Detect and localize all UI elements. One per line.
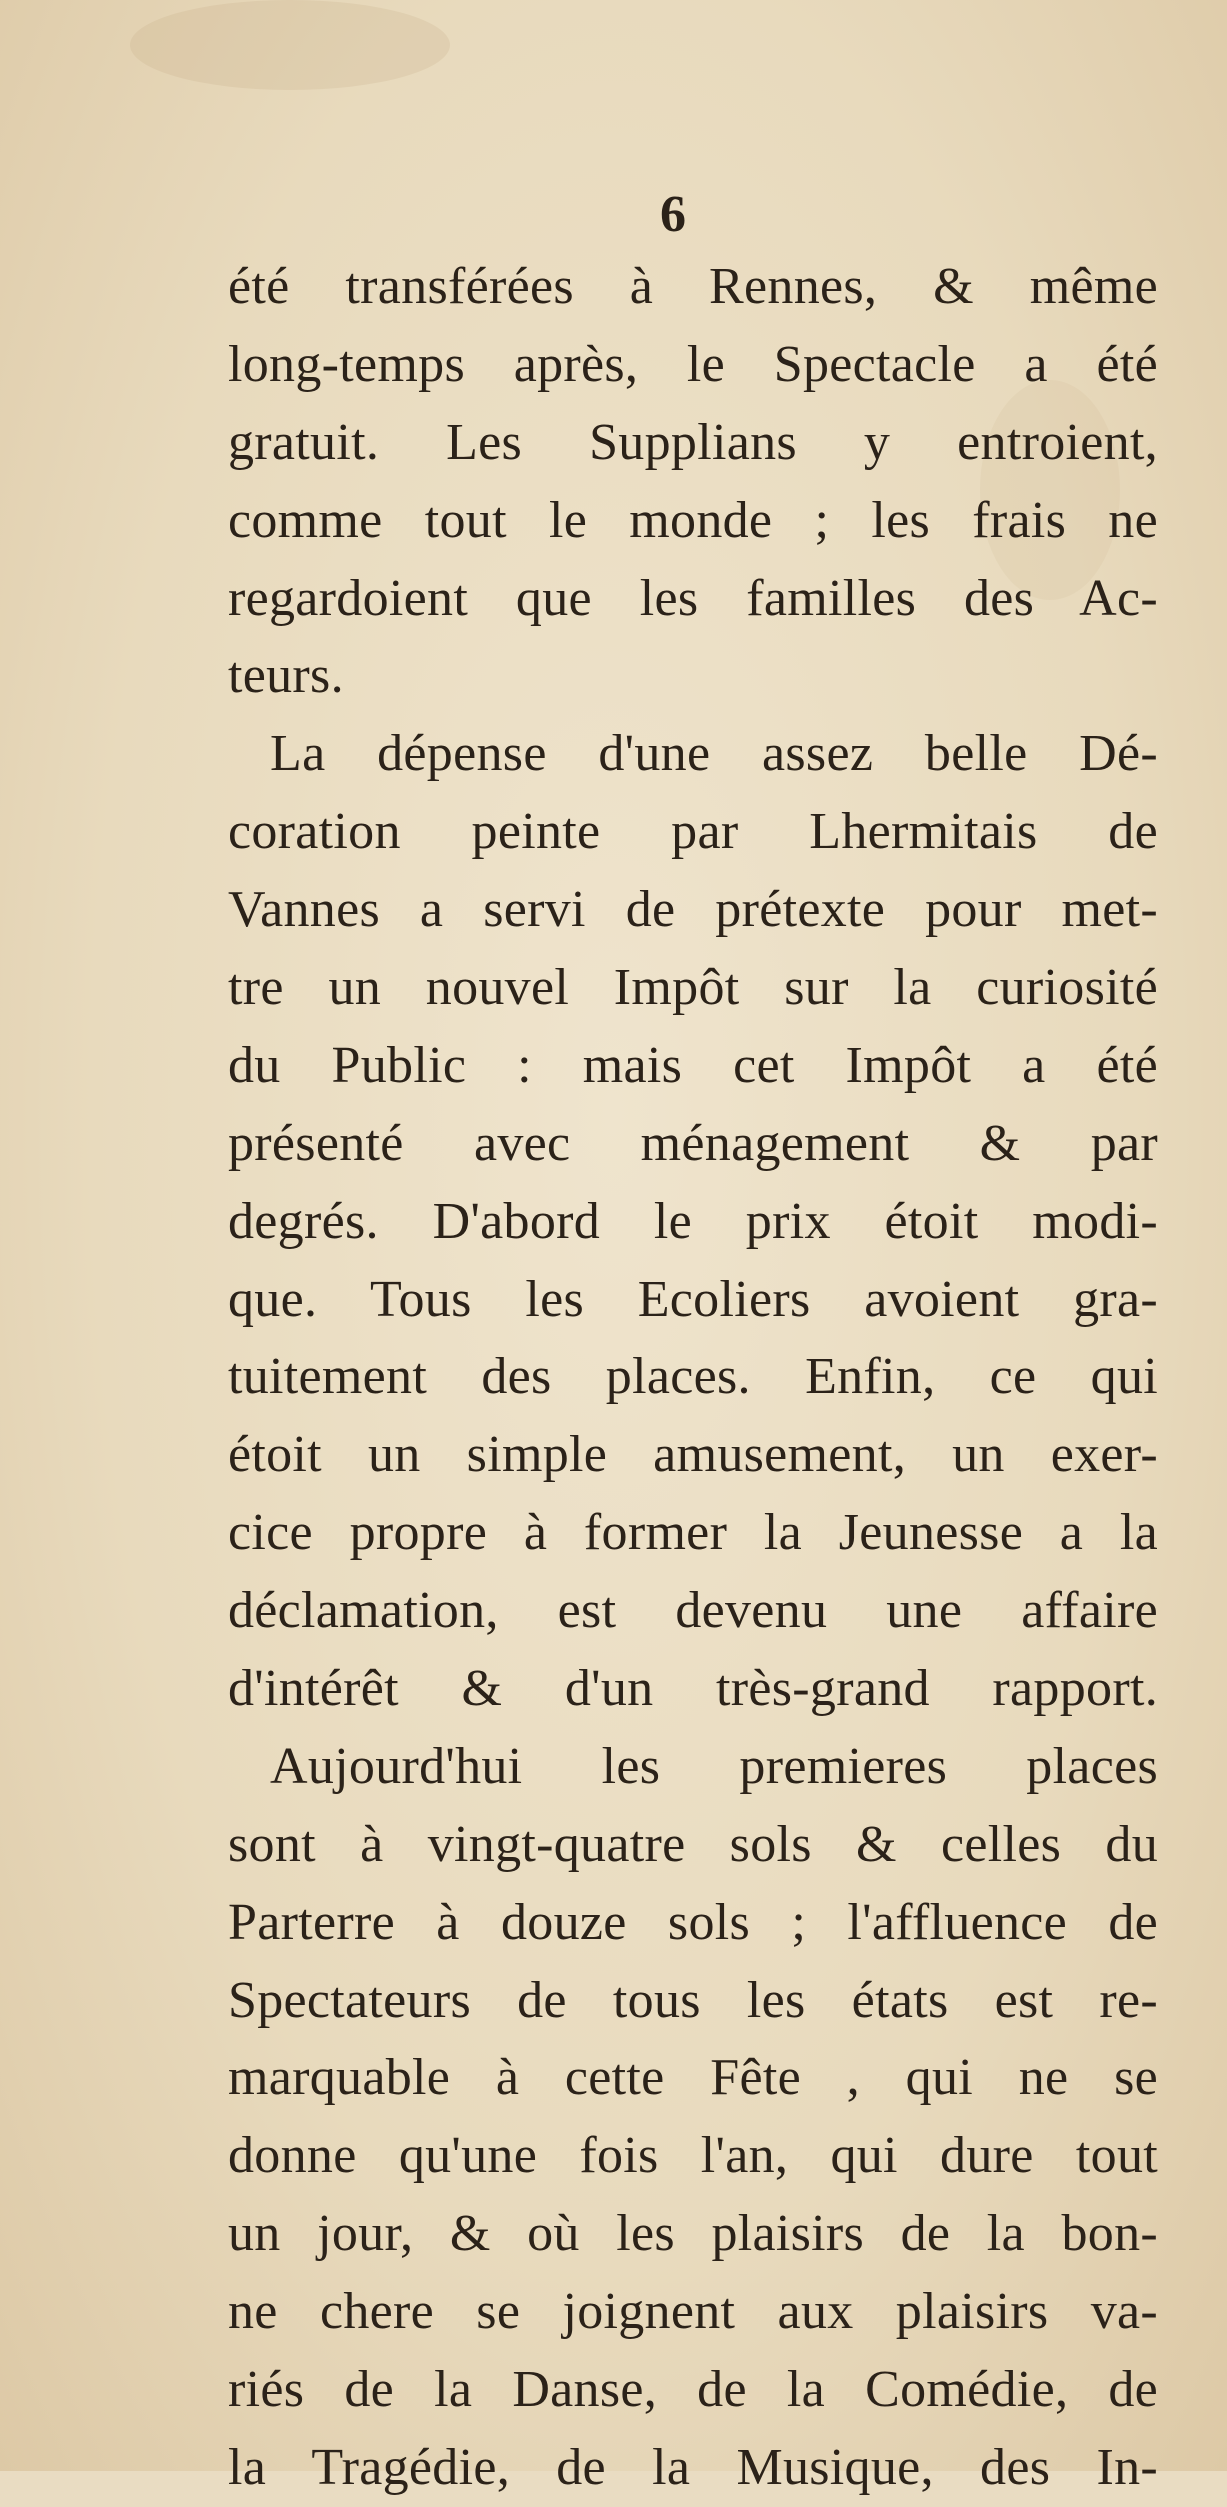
text-line: Vannes a servi de prétexte pour met- [228,881,1158,939]
body-text [228,248,1158,2507]
text-line: la Tragédie, de la Musique, des In- [228,2438,1158,2496]
text-line: teurs. [228,647,344,705]
text-line: cice propre à former la Jeunesse a la [228,1504,1158,1562]
page-number: 6 [660,186,686,243]
text-line: du Public : mais cet Impôt a été [228,1036,1158,1094]
text-line: Spectateurs de tous les états est re- [228,1971,1158,2029]
text-line: La dépense d'une assez belle Dé- [270,725,1158,783]
text-line: riés de la Danse, de la Comédie, de [228,2361,1158,2419]
text-line: comme tout le monde ; les frais ne [228,491,1158,549]
text-line: tuitement des places. Enfin, ce qui [228,1348,1158,1406]
text-line: degrés. D'abord le prix étoit modi- [228,1192,1158,1250]
text-line: long-temps après, le Spectacle a été [228,335,1158,393]
text-line: été transférées à Rennes, & même [228,258,1158,315]
text-line: étoit un simple amusement, un exer- [228,1426,1158,1484]
text-line: donne qu'une fois l'an, qui dure tout [228,2127,1158,2185]
text-line: Aujourd'hui les premieres places [270,1737,1158,1795]
text-line: regardoient que les familles des Ac- [228,569,1158,627]
paper-stain [130,0,450,90]
text-line: un jour, & où les plaisirs de la bon- [228,2205,1158,2263]
text-line: Parterre à douze sols ; l'affluence de [228,1893,1158,1951]
text-line: ne chere se joignent aux plaisirs va- [228,2283,1158,2341]
text-line: sont à vingt-quatre sols & celles du [228,1815,1158,1873]
text-line: marquable à cette Fête , qui ne se [228,2049,1158,2107]
text-line: présenté avec ménagement & par [228,1114,1158,1172]
text-line: gratuit. Les Supplians y entroient, [228,413,1158,471]
text-line: d'intérêt & d'un très-grand rapport. [228,1660,1158,1718]
text-line: déclamation, est devenu une affaire [228,1582,1158,1640]
text-line: que. Tous les Ecoliers avoient gra- [228,1270,1158,1328]
text-line: coration peinte par Lhermitais de [228,803,1158,861]
text-line: tre un nouvel Impôt sur la curiosité [228,959,1158,1017]
